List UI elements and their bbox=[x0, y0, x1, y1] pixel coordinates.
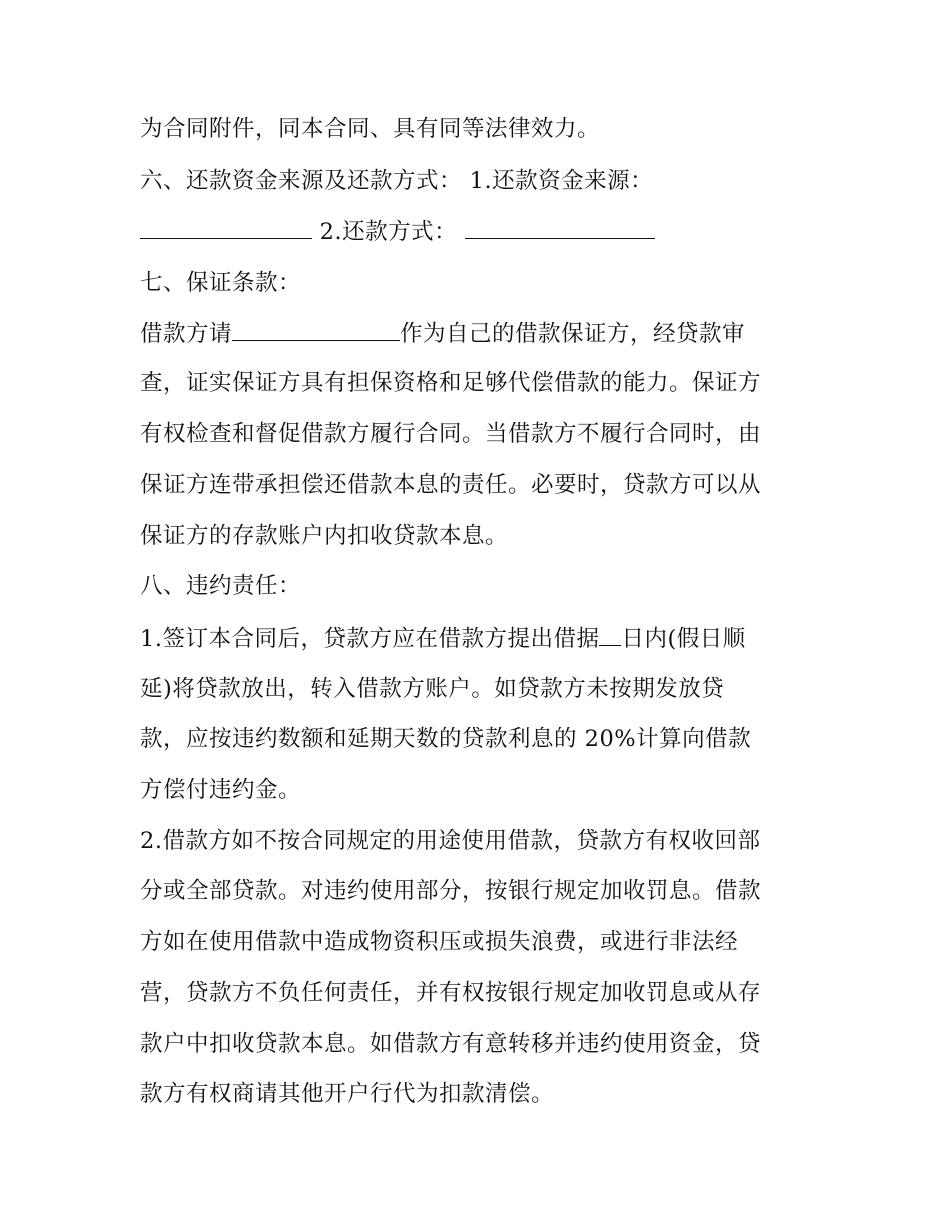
paragraph-line bbox=[140, 623, 746, 654]
text: 2.还款方式： bbox=[319, 219, 458, 245]
text: 款方有权商请其他开户行代为扣款清偿。 bbox=[140, 1081, 555, 1107]
text: 款户中扣收贷款本息。如借款方有意转移并违约使用资金，贷 bbox=[140, 1031, 762, 1057]
text: 为合同附件，同本合同、具有同等法律效力。 bbox=[140, 116, 601, 142]
text: 款，应按违约数额和延期天数的贷款利息的 20%计算向借款 bbox=[140, 726, 752, 752]
fill-in-blank bbox=[232, 318, 400, 341]
paragraph-line bbox=[140, 368, 761, 398]
text: 查，证实保证方具有担保资格和足够代偿借款的能力。保证方 bbox=[140, 370, 762, 396]
text: 有权检查和督促借款方履行合同。当借款方不履行合同时，由 bbox=[140, 421, 762, 447]
text: 借款方请 bbox=[140, 321, 233, 347]
text: 六、还款资金来源及还款方式： 1.还款资金来源： bbox=[140, 168, 654, 194]
paragraph-line bbox=[140, 419, 761, 449]
fill-in-blank bbox=[465, 216, 655, 239]
paragraph-line bbox=[140, 978, 761, 1008]
paragraph-line bbox=[140, 318, 745, 349]
text: 七、保证条款： bbox=[140, 270, 302, 296]
text: 延)将贷款放出，转入借款方账户。如贷款方未按期发放贷 bbox=[140, 676, 725, 702]
paragraph-line bbox=[140, 674, 724, 704]
paragraph-line bbox=[140, 1029, 761, 1059]
paragraph-line bbox=[140, 724, 751, 754]
text: 营，贷款方不负任何责任，并有权按银行规定加收罚息或从存 bbox=[140, 980, 762, 1006]
section-heading-guarantee bbox=[140, 268, 301, 298]
paragraph-line bbox=[140, 775, 301, 805]
paragraph-line bbox=[140, 1079, 554, 1109]
paragraph-line bbox=[140, 470, 761, 500]
fill-in-blank bbox=[140, 216, 312, 239]
paragraph-line bbox=[140, 826, 760, 856]
text: 日内(假日顺 bbox=[621, 626, 746, 652]
text: 保证方的存款账户内扣收贷款本息。 bbox=[140, 523, 509, 549]
paragraph-line bbox=[140, 876, 761, 906]
paragraph-line bbox=[140, 114, 600, 144]
section-heading-repayment bbox=[140, 166, 653, 196]
text: 1.签订本合同后，贷款方应在借款方提出借据 bbox=[140, 626, 600, 652]
text: 分或全部贷款。对违约使用部分，按银行规定加收罚息。借款 bbox=[140, 878, 762, 904]
paragraph-line bbox=[140, 216, 655, 247]
text: 保证方连带承担偿还借款本息的责任。必要时，贷款方可以从 bbox=[140, 472, 762, 498]
text: 作为自己的借款保证方，经贷款审 bbox=[400, 321, 746, 347]
text: 方如在使用借款中造成物资积压或损失浪费，或进行非法经 bbox=[140, 929, 739, 955]
text: 方偿付违约金。 bbox=[140, 777, 302, 803]
paragraph-line bbox=[140, 927, 738, 957]
paragraph-line bbox=[140, 521, 508, 551]
fill-in-blank bbox=[599, 623, 621, 646]
section-heading-liability bbox=[140, 571, 301, 601]
text: 八、违约责任： bbox=[140, 573, 302, 599]
text: 2.借款方如不按合同规定的用途使用借款，贷款方有权收回部 bbox=[140, 828, 761, 854]
